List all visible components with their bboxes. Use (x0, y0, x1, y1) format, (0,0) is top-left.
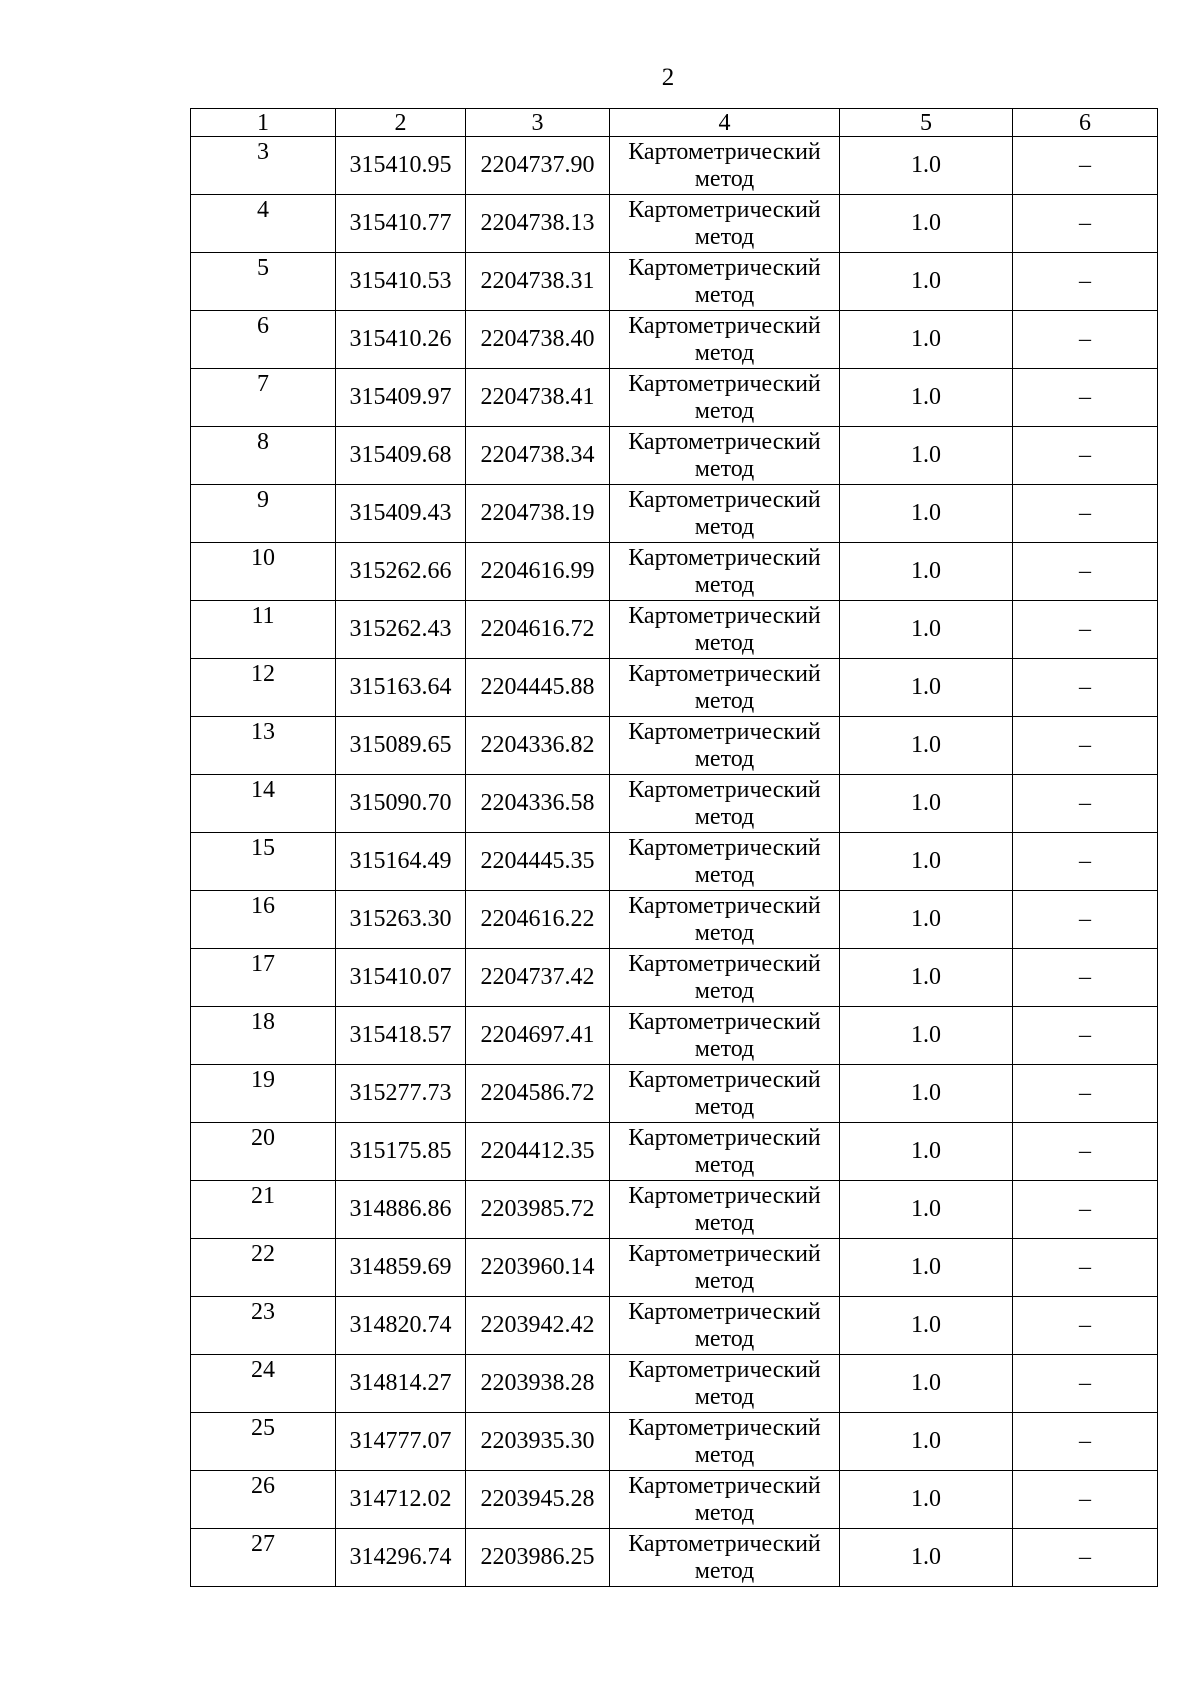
table-header-row (191, 109, 1158, 137)
accuracy-cell: 1.0 (840, 543, 1013, 601)
accuracy-cell: 1.0 (840, 485, 1013, 543)
y-coordinate-cell: 2204336.82 (466, 717, 610, 775)
accuracy-cell: 1.0 (840, 891, 1013, 949)
accuracy-cell: 1.0 (840, 1123, 1013, 1181)
accuracy-cell: 1.0 (840, 659, 1013, 717)
point-number-cell: 20 (191, 1123, 336, 1181)
x-coordinate-cell: 315277.73 (336, 1065, 466, 1123)
point-number-cell: 6 (191, 311, 336, 369)
note-cell: – (1013, 427, 1158, 485)
y-coordinate-cell: 2204737.90 (466, 137, 610, 195)
note-cell: – (1013, 775, 1158, 833)
point-number-cell: 10 (191, 543, 336, 601)
method-cell: Картометрический метод (610, 427, 840, 485)
table-row (191, 1529, 1158, 1587)
y-coordinate-cell: 2204445.88 (466, 659, 610, 717)
table-row (191, 1355, 1158, 1413)
note-cell: – (1013, 137, 1158, 195)
y-coordinate-cell: 2204737.42 (466, 949, 610, 1007)
table-row (191, 833, 1158, 891)
point-number-cell: 15 (191, 833, 336, 891)
accuracy-cell: 1.0 (840, 137, 1013, 195)
accuracy-cell: 1.0 (840, 1065, 1013, 1123)
point-number-cell: 25 (191, 1413, 336, 1471)
note-cell: – (1013, 1239, 1158, 1297)
note-cell: – (1013, 601, 1158, 659)
point-number-cell: 12 (191, 659, 336, 717)
point-number-cell: 9 (191, 485, 336, 543)
table-row (191, 601, 1158, 659)
accuracy-cell: 1.0 (840, 1239, 1013, 1297)
y-coordinate-cell: 2203960.14 (466, 1239, 610, 1297)
note-cell: – (1013, 659, 1158, 717)
y-coordinate-cell: 2204586.72 (466, 1065, 610, 1123)
x-coordinate-cell: 314777.07 (336, 1413, 466, 1471)
point-number-cell: 16 (191, 891, 336, 949)
y-coordinate-cell: 2204616.72 (466, 601, 610, 659)
x-coordinate-cell: 314859.69 (336, 1239, 466, 1297)
table-row (191, 1413, 1158, 1471)
point-number-cell: 5 (191, 253, 336, 311)
point-number-cell: 22 (191, 1239, 336, 1297)
table-row (191, 1007, 1158, 1065)
table-row (191, 1239, 1158, 1297)
method-cell: Картометрический метод (610, 195, 840, 253)
column-header: 6 (1013, 109, 1158, 137)
accuracy-cell: 1.0 (840, 1413, 1013, 1471)
note-cell: – (1013, 253, 1158, 311)
method-cell: Картометрический метод (610, 1471, 840, 1529)
y-coordinate-cell: 2203945.28 (466, 1471, 610, 1529)
note-cell: – (1013, 1123, 1158, 1181)
note-cell: – (1013, 485, 1158, 543)
table-row (191, 891, 1158, 949)
y-coordinate-cell: 2203986.25 (466, 1529, 610, 1587)
x-coordinate-cell: 315262.66 (336, 543, 466, 601)
note-cell: – (1013, 311, 1158, 369)
y-coordinate-cell: 2204738.19 (466, 485, 610, 543)
method-cell: Картометрический метод (610, 369, 840, 427)
column-header: 3 (466, 109, 610, 137)
method-cell: Картометрический метод (610, 543, 840, 601)
x-coordinate-cell: 315089.65 (336, 717, 466, 775)
method-cell: Картометрический метод (610, 775, 840, 833)
y-coordinate-cell: 2203935.30 (466, 1413, 610, 1471)
point-number-cell: 24 (191, 1355, 336, 1413)
x-coordinate-cell: 315263.30 (336, 891, 466, 949)
y-coordinate-cell: 2204616.22 (466, 891, 610, 949)
method-cell: Картометрический метод (610, 1239, 840, 1297)
y-coordinate-cell: 2204738.13 (466, 195, 610, 253)
accuracy-cell: 1.0 (840, 775, 1013, 833)
point-number-cell: 17 (191, 949, 336, 1007)
x-coordinate-cell: 315409.43 (336, 485, 466, 543)
method-cell: Картометрический метод (610, 659, 840, 717)
note-cell: – (1013, 369, 1158, 427)
point-number-cell: 21 (191, 1181, 336, 1239)
y-coordinate-cell: 2204697.41 (466, 1007, 610, 1065)
y-coordinate-cell: 2204336.58 (466, 775, 610, 833)
table-row (191, 369, 1158, 427)
x-coordinate-cell: 315164.49 (336, 833, 466, 891)
method-cell: Картометрический метод (610, 1529, 840, 1587)
point-number-cell: 7 (191, 369, 336, 427)
x-coordinate-cell: 315409.68 (336, 427, 466, 485)
y-coordinate-cell: 2204412.35 (466, 1123, 610, 1181)
x-coordinate-cell: 315262.43 (336, 601, 466, 659)
page-number: 2 (661, 64, 675, 91)
point-number-cell: 3 (191, 137, 336, 195)
method-cell: Картометрический метод (610, 833, 840, 891)
method-cell: Картометрический метод (610, 485, 840, 543)
point-number-cell: 4 (191, 195, 336, 253)
note-cell: – (1013, 1065, 1158, 1123)
table-row (191, 1297, 1158, 1355)
table-row (191, 1123, 1158, 1181)
table-body (191, 109, 1158, 1587)
note-cell: – (1013, 1355, 1158, 1413)
method-cell: Картометрический метод (610, 311, 840, 369)
x-coordinate-cell: 314814.27 (336, 1355, 466, 1413)
table-row (191, 659, 1158, 717)
point-number-cell: 19 (191, 1065, 336, 1123)
point-number-cell: 11 (191, 601, 336, 659)
y-coordinate-cell: 2204738.31 (466, 253, 610, 311)
note-cell: – (1013, 195, 1158, 253)
note-cell: – (1013, 1007, 1158, 1065)
table-row (191, 775, 1158, 833)
note-cell: – (1013, 949, 1158, 1007)
column-header: 2 (336, 109, 466, 137)
method-cell: Картометрический метод (610, 1413, 840, 1471)
x-coordinate-cell: 315410.77 (336, 195, 466, 253)
x-coordinate-cell: 315410.26 (336, 311, 466, 369)
accuracy-cell: 1.0 (840, 253, 1013, 311)
point-number-cell: 18 (191, 1007, 336, 1065)
x-coordinate-cell: 315418.57 (336, 1007, 466, 1065)
y-coordinate-cell: 2203938.28 (466, 1355, 610, 1413)
accuracy-cell: 1.0 (840, 717, 1013, 775)
accuracy-cell: 1.0 (840, 311, 1013, 369)
x-coordinate-cell: 314712.02 (336, 1471, 466, 1529)
accuracy-cell: 1.0 (840, 427, 1013, 485)
y-coordinate-cell: 2204616.99 (466, 543, 610, 601)
method-cell: Картометрический метод (610, 1297, 840, 1355)
point-number-cell: 23 (191, 1297, 336, 1355)
x-coordinate-cell: 315410.95 (336, 137, 466, 195)
table-row (191, 717, 1158, 775)
note-cell: – (1013, 891, 1158, 949)
y-coordinate-cell: 2203942.42 (466, 1297, 610, 1355)
accuracy-cell: 1.0 (840, 601, 1013, 659)
method-cell: Картометрический метод (610, 601, 840, 659)
table-row (191, 195, 1158, 253)
table-row (191, 1065, 1158, 1123)
table-row (191, 427, 1158, 485)
accuracy-cell: 1.0 (840, 1529, 1013, 1587)
table-row (191, 311, 1158, 369)
method-cell: Картометрический метод (610, 1007, 840, 1065)
x-coordinate-cell: 315410.53 (336, 253, 466, 311)
accuracy-cell: 1.0 (840, 1181, 1013, 1239)
column-header: 5 (840, 109, 1013, 137)
accuracy-cell: 1.0 (840, 1007, 1013, 1065)
x-coordinate-cell: 315175.85 (336, 1123, 466, 1181)
column-header: 1 (191, 109, 336, 137)
point-number-cell: 27 (191, 1529, 336, 1587)
accuracy-cell: 1.0 (840, 195, 1013, 253)
accuracy-cell: 1.0 (840, 949, 1013, 1007)
method-cell: Картометрический метод (610, 1065, 840, 1123)
accuracy-cell: 1.0 (840, 1471, 1013, 1529)
method-cell: Картометрический метод (610, 1123, 840, 1181)
x-coordinate-cell: 315090.70 (336, 775, 466, 833)
table-row (191, 1181, 1158, 1239)
note-cell: – (1013, 543, 1158, 601)
note-cell: – (1013, 833, 1158, 891)
table-row (191, 485, 1158, 543)
y-coordinate-cell: 2204738.40 (466, 311, 610, 369)
accuracy-cell: 1.0 (840, 369, 1013, 427)
table-row (191, 1471, 1158, 1529)
coordinates-table (190, 108, 1158, 1587)
note-cell: – (1013, 1529, 1158, 1587)
column-header: 4 (610, 109, 840, 137)
method-cell: Картометрический метод (610, 253, 840, 311)
method-cell: Картометрический метод (610, 949, 840, 1007)
accuracy-cell: 1.0 (840, 833, 1013, 891)
note-cell: – (1013, 1413, 1158, 1471)
point-number-cell: 13 (191, 717, 336, 775)
y-coordinate-cell: 2204738.41 (466, 369, 610, 427)
method-cell: Картометрический метод (610, 891, 840, 949)
method-cell: Картометрический метод (610, 1355, 840, 1413)
table-row (191, 543, 1158, 601)
method-cell: Картометрический метод (610, 1181, 840, 1239)
x-coordinate-cell: 315409.97 (336, 369, 466, 427)
x-coordinate-cell: 314886.86 (336, 1181, 466, 1239)
x-coordinate-cell: 314820.74 (336, 1297, 466, 1355)
point-number-cell: 8 (191, 427, 336, 485)
note-cell: – (1013, 1181, 1158, 1239)
table-row (191, 253, 1158, 311)
x-coordinate-cell: 315410.07 (336, 949, 466, 1007)
note-cell: – (1013, 717, 1158, 775)
x-coordinate-cell: 315163.64 (336, 659, 466, 717)
point-number-cell: 26 (191, 1471, 336, 1529)
y-coordinate-cell: 2204738.34 (466, 427, 610, 485)
note-cell: – (1013, 1471, 1158, 1529)
y-coordinate-cell: 2203985.72 (466, 1181, 610, 1239)
note-cell: – (1013, 1297, 1158, 1355)
x-coordinate-cell: 314296.74 (336, 1529, 466, 1587)
table-row (191, 137, 1158, 195)
accuracy-cell: 1.0 (840, 1355, 1013, 1413)
point-number-cell: 14 (191, 775, 336, 833)
method-cell: Картометрический метод (610, 717, 840, 775)
y-coordinate-cell: 2204445.35 (466, 833, 610, 891)
method-cell: Картометрический метод (610, 137, 840, 195)
table-row (191, 949, 1158, 1007)
accuracy-cell: 1.0 (840, 1297, 1013, 1355)
